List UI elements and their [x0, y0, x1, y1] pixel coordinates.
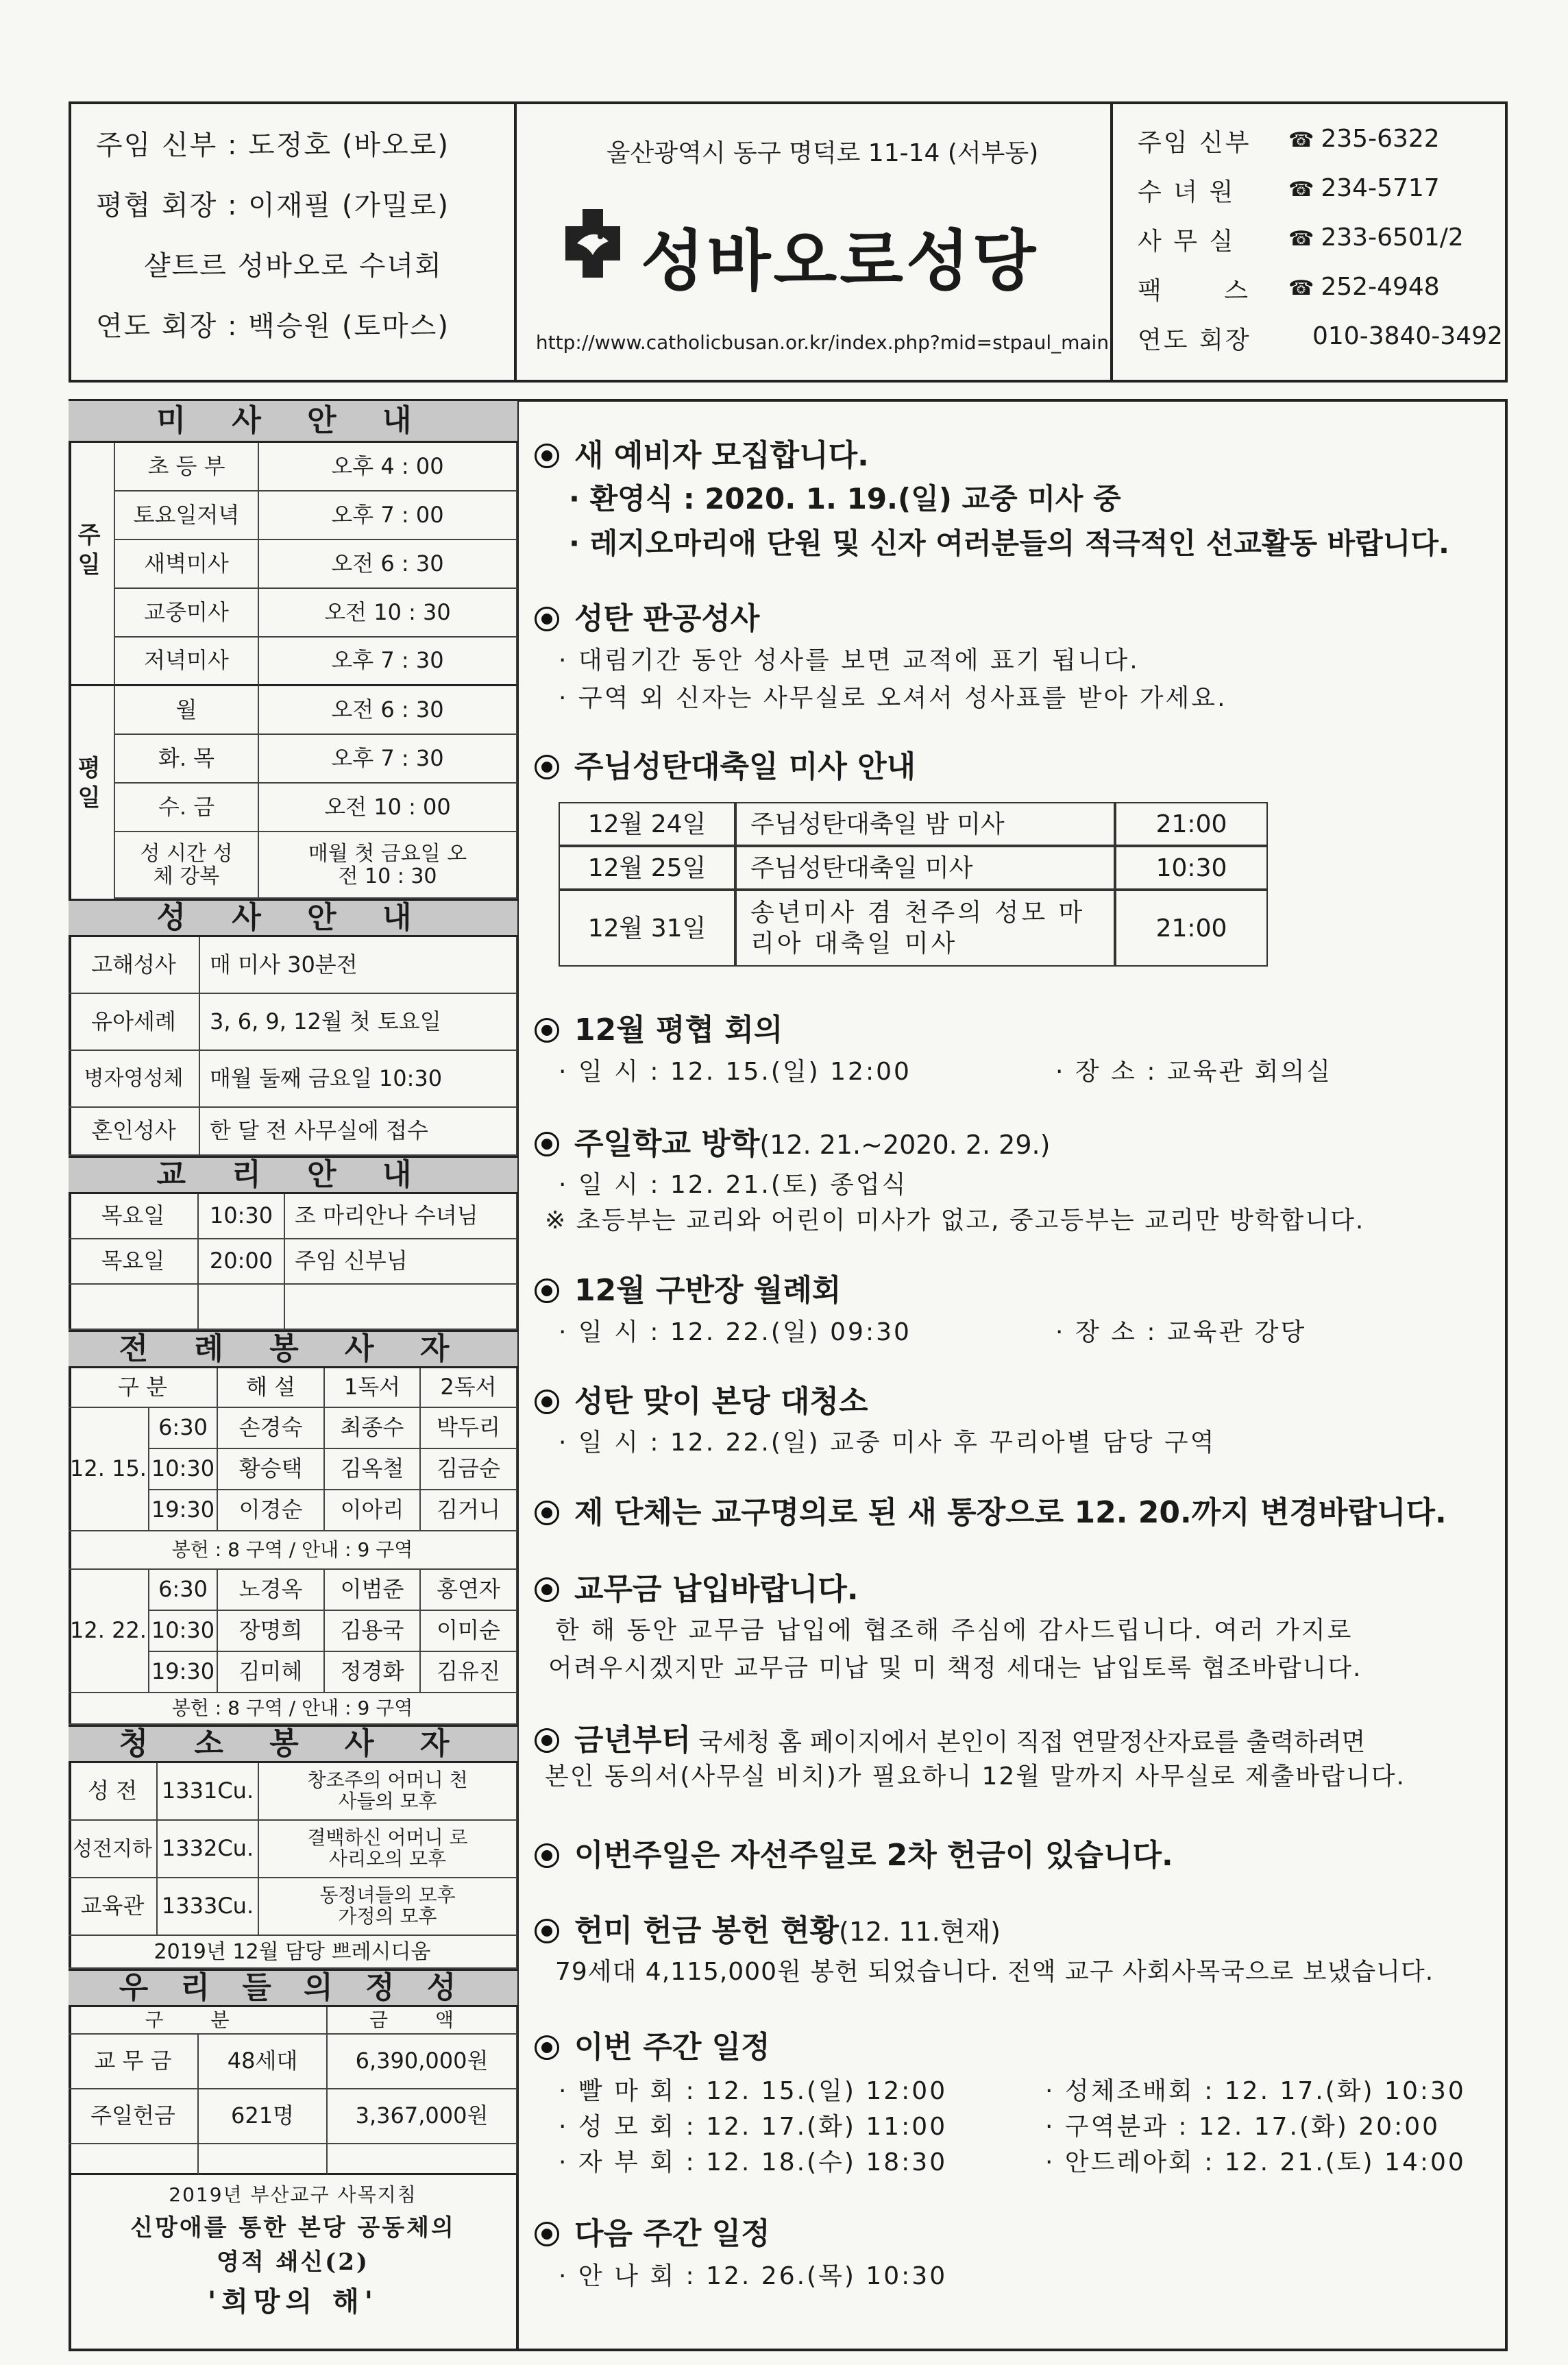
notice-line: · 일 시 : 12. 21.(토) 종업식: [559, 1171, 908, 1199]
liturgy-time: 19:30: [149, 1652, 218, 1693]
liturgy-reader-2: 김유진: [421, 1652, 517, 1693]
cleaning-note: 2019년 12월 담당 쁘레시디움: [69, 1936, 517, 1969]
offering-amount: 6,390,000원: [328, 2035, 517, 2089]
notice-line: · 레지오마리애 단원 및 신자 여러분들의 적극적인 선교활동 바랍니다.: [569, 526, 1449, 560]
liturgy-commentator: 이경순: [218, 1490, 325, 1531]
christmas-mass-date: 12월 31일: [559, 890, 735, 967]
christmas-mass-time: 21:00: [1115, 890, 1268, 967]
schedule-item: · 빨 마 회 : 12. 15.(일) 12:00: [559, 2077, 948, 2105]
weekday-label: 평일: [77, 755, 101, 812]
mass-time: 오후 7 : 30: [259, 735, 517, 784]
cleaning-team: 1333Cu.: [158, 1878, 259, 1936]
liturgy-reader-2: 박두리: [421, 1408, 517, 1449]
notice-title: 성탄 판공성사: [535, 594, 759, 638]
cleaning-names: 결백하신 어머니 로사리오의 모후: [259, 1821, 517, 1878]
doctrine-time: 20:00: [199, 1239, 285, 1285]
contact-label: 수 녀 원: [1138, 178, 1236, 206]
mass-name: 저녁미사: [115, 638, 259, 686]
notice-title: 주님성탄대축일 미사 안내: [535, 742, 916, 786]
liturgy-header: 2독서: [421, 1368, 517, 1408]
sacrament-info: 매 미사 30분전: [200, 937, 517, 994]
liturgy-reader-1: 이범준: [325, 1570, 421, 1611]
doctrine-teacher: 조 마리안나 수녀님: [285, 1194, 517, 1239]
offering-amount: 3,367,000원: [328, 2089, 517, 2144]
notice-title: 12월 구반장 월례회: [535, 1265, 841, 1309]
doctrine-time: 10:30: [199, 1194, 285, 1239]
notice-line: · 장 소 : 교육관 회의실: [1055, 1058, 1332, 1086]
notice-title: 새 예비자 모집합니다.: [535, 430, 869, 474]
notice-title: 이번주일은 자선주일로 2차 헌금이 있습니다.: [535, 1830, 1173, 1874]
bullet-icon: [535, 1390, 559, 1414]
cleaning-names: 동정녀들의 모후 가정의 모후: [259, 1878, 517, 1936]
mass-time: 오전 6 : 30: [259, 540, 517, 589]
pastor-info: 주임 신부 : 도정호 (바오로): [96, 130, 450, 161]
phone-icon: ☎: [1288, 227, 1314, 251]
liturgy-reader-2: 김금순: [421, 1449, 517, 1490]
liturgy-time: 6:30: [149, 1408, 218, 1449]
notice-line: · 구역 외 신자는 사무실로 오셔서 성사표를 받아 가세요.: [559, 684, 1227, 712]
doctrine-empty: [69, 1285, 199, 1330]
notice-line: · 일 시 : 12. 22.(일) 09:30: [559, 1318, 911, 1346]
mass-time: 오전 10 : 00: [259, 784, 517, 832]
notice-title: 성탄 맞이 본당 대청소: [535, 1376, 868, 1420]
mass-time: 오전 10 : 30: [259, 589, 517, 638]
motto-line-4: '희망의 해': [208, 2285, 378, 2318]
notice-title: 금년부터 국세청 홈 페이지에서 본인이 직접 연말정산자료를 출력하려면: [535, 1715, 1365, 1759]
notice-line: 한 해 동안 교무금 납입에 협조해 주심에 감사드립니다. 여러 가지로: [555, 1616, 1353, 1645]
sacrament-name: 병자영성체: [69, 1051, 200, 1108]
mass-name: 새벽미사: [115, 540, 259, 589]
bullet-icon: [535, 607, 559, 631]
schedule-item: · 성체조배회 : 12. 17.(화) 10:30: [1045, 2077, 1466, 2105]
offering-count: 621명: [199, 2089, 328, 2144]
mass-name: 성 시간 성체 강복: [115, 832, 259, 899]
schedule-item: · 안드레아회 : 12. 21.(토) 14:00: [1045, 2148, 1466, 2176]
liturgy-commentator: 황승택: [218, 1449, 325, 1490]
notice-line: · 일 시 : 12. 22.(일) 교중 미사 후 꾸리아별 담당 구역: [559, 1429, 1216, 1457]
contact-value: 010-3840-3492: [1312, 322, 1503, 350]
church-website-link[interactable]: http://www.catholicbusan.or.kr/index.php?mid=stpaul_main: [535, 331, 1110, 354]
mass-time: 오후 7 : 00: [259, 492, 517, 540]
mass-name: 초 등 부: [115, 443, 259, 492]
sunday-group: [69, 443, 115, 686]
church-logo-icon: [562, 206, 624, 281]
mass-name: 월: [115, 686, 259, 735]
sacrament-info: 매월 둘째 금요일 10:30: [200, 1051, 517, 1108]
christmas-mass-time: 10:30: [1115, 846, 1268, 890]
phone-icon: ☎: [1288, 178, 1314, 202]
bullet-icon: [535, 1018, 559, 1043]
liturgy-date: 12. 22.: [69, 1570, 149, 1693]
notice-line: 79세대 4,115,000원 봉헌 되었습니다. 전액 교구 사회사목국으로 보냈습니다.: [555, 1958, 1434, 1986]
liturgy-reader-1: 김용국: [325, 1611, 421, 1652]
bullet-icon: [535, 1501, 559, 1525]
offerings-header: 금 액: [328, 2007, 517, 2035]
notice-line: · 안 나 회 : 12. 26.(목) 10:30: [559, 2262, 948, 2290]
offerings-section-title: 우 리 들 의 정 성: [69, 1969, 517, 2007]
bullet-icon: [535, 1577, 559, 1602]
contact-value: ☎ 235-6322: [1288, 125, 1440, 153]
mass-time: 오후 7 : 30: [259, 638, 517, 686]
christmas-mass-date: 12월 24일: [559, 802, 735, 846]
sacrament-name: 혼인성사: [69, 1108, 200, 1156]
sunday-label: 주일: [77, 522, 101, 579]
liturgy-header: 구 분: [69, 1368, 218, 1408]
mass-time: 매월 첫 금요일 오전 10 : 30: [259, 832, 517, 899]
liturgy-commentator: 노경옥: [218, 1570, 325, 1611]
notice-line: · 일 시 : 12. 15.(일) 12:00: [559, 1058, 911, 1086]
liturgy-reader-2: 이미순: [421, 1611, 517, 1652]
liturgy-commentator: 손경숙: [218, 1408, 325, 1449]
liturgy-reader-2: 홍연자: [421, 1570, 517, 1611]
liturgy-time: 10:30: [149, 1449, 218, 1490]
bullet-icon: [535, 444, 559, 468]
schedule-item: · 구역분과 : 12. 17.(화) 20:00: [1045, 2113, 1441, 2141]
bullet-icon: [535, 1132, 559, 1156]
liturgy-commentator: 김미혜: [218, 1652, 325, 1693]
mass-section-title: 미 사 안 내: [69, 399, 517, 443]
schedule-item: · 자 부 회 : 12. 18.(수) 18:30: [559, 2148, 948, 2176]
liturgy-header: 해 설: [218, 1368, 325, 1408]
liturgy-date: 12. 15.: [69, 1408, 149, 1531]
doctrine-section-title: 교 리 안 내: [69, 1156, 517, 1194]
contact-value: ☎ 233-6501/2: [1288, 223, 1464, 252]
notice-title: 주일학교 방학(12. 21.~2020. 2. 29.): [535, 1119, 1050, 1163]
church-address: 울산광역시 동구 명덕로 11-14 (서부동): [606, 139, 1039, 167]
bullet-icon: [535, 1728, 559, 1753]
bullet-icon: [535, 1919, 559, 1943]
mass-name: 화. 목: [115, 735, 259, 784]
liturgy-commentator: 장명희: [218, 1611, 325, 1652]
notice-title: 헌미 헌금 봉헌 현황(12. 11.현재): [535, 1906, 1001, 1950]
offerings-header: 구 분: [69, 2007, 328, 2035]
liturgy-reader-1: 김옥철: [325, 1449, 421, 1490]
contact-label: 연도 회장: [1138, 326, 1251, 354]
bullet-icon: [535, 2035, 559, 2060]
contact-label: 팩 스: [1138, 277, 1275, 305]
liturgy-section-title: 전 례 봉 사 자: [69, 1330, 517, 1368]
bullet-icon: [535, 755, 559, 779]
motto-line-2: 신망애를 통한 본당 공동체의: [130, 2214, 456, 2242]
cleaning-names: 창조주의 어머니 천사들의 모후: [259, 1763, 517, 1821]
mass-name: 토요일저녁: [115, 492, 259, 540]
notice-line: · 환영식 : 2020. 1. 19.(일) 교중 미사 중: [569, 482, 1121, 516]
phone-icon: ☎: [1288, 276, 1314, 300]
liturgy-time: 19:30: [149, 1490, 218, 1531]
doctrine-empty: [199, 1285, 285, 1330]
header-divider-1: [514, 101, 517, 383]
offering-empty: [199, 2144, 328, 2175]
contact-value: ☎ 234-5717: [1288, 174, 1440, 202]
christmas-mass-name: 주님성탄대축일 미사: [735, 846, 1115, 890]
notice-line: ※ 초등부는 교리와 어린이 미사가 없고, 중고등부는 교리만 방학합니다.: [545, 1206, 1365, 1235]
sacrament-info: 3, 6, 9, 12월 첫 토요일: [200, 994, 517, 1051]
cleaning-place: 교육관: [69, 1878, 158, 1936]
motto-line-1: 2019년 부산교구 사목지침: [169, 2183, 417, 2206]
mass-time: 오전 6 : 30: [259, 686, 517, 735]
notice-title: 교무금 납입바랍니다.: [535, 1564, 859, 1608]
mass-name: 교중미사: [115, 589, 259, 638]
liturgy-time: 6:30: [149, 1570, 218, 1611]
liturgy-reader-1: 최종수: [325, 1408, 421, 1449]
liturgy-note: 봉헌 : 8 구역 / 안내 : 9 구역: [69, 1693, 517, 1725]
bullet-icon: [535, 1278, 559, 1303]
christmas-mass-time: 21:00: [1115, 802, 1268, 846]
mass-name: 수. 금: [115, 784, 259, 832]
phone-icon: ☎: [1288, 128, 1314, 152]
liturgy-time: 10:30: [149, 1611, 218, 1652]
doctrine-day: 목요일: [69, 1194, 199, 1239]
liturgy-reader-2: 김거니: [421, 1490, 517, 1531]
cleaning-place: 성 전: [69, 1763, 158, 1821]
christmas-mass-date: 12월 25일: [559, 846, 735, 890]
doctrine-teacher: 주임 신부님: [285, 1239, 517, 1285]
bullet-icon: [535, 1843, 559, 1868]
contact-label: 주임 신부: [1138, 129, 1251, 157]
doctrine-empty: [285, 1285, 517, 1330]
contact-label: 사 무 실: [1138, 228, 1236, 256]
liturgy-reader-1: 이아리: [325, 1490, 421, 1531]
notice-title: 이번 주간 일정: [535, 2022, 770, 2066]
motto-line-3: 영적 쇄신(2): [216, 2248, 370, 2276]
schedule-item: · 성 모 회 : 12. 17.(화) 11:00: [559, 2113, 948, 2141]
liturgy-note: 봉헌 : 8 구역 / 안내 : 9 구역: [69, 1531, 517, 1570]
notice-line: 어려우시겠지만 교무금 미납 및 미 책정 세대는 납입토록 협조바랍니다.: [548, 1654, 1362, 1682]
offering-name: 교 무 금: [69, 2035, 199, 2089]
sisters-info: 샬트르 성바오로 수녀회: [144, 250, 443, 282]
cleaning-team: 1331Cu.: [158, 1763, 259, 1821]
contact-value: ☎ 252-4948: [1288, 273, 1440, 301]
cleaning-team: 1332Cu.: [158, 1821, 259, 1878]
mass-time: 오후 4 : 00: [259, 443, 517, 492]
notice-line: · 장 소 : 교육관 강당: [1055, 1318, 1307, 1346]
christmas-mass-name: 송년미사 겸 천주의 성모 마리아 대축일 미사: [735, 890, 1115, 967]
church-name: 성바오로성당: [641, 223, 1039, 300]
notice-title: 제 단체는 교구명의로 된 새 통장으로 12. 20.까지 변경바랍니다.: [535, 1488, 1447, 1531]
notice-title: 12월 평협 회의: [535, 1005, 783, 1049]
offering-empty: [328, 2144, 517, 2175]
council-president-info: 평협 회장 : 이재필 (가밀로): [96, 190, 450, 221]
notice-line: 본인 동의서(사무실 비치)가 필요하니 12월 말까지 사무실로 제출바랍니다.: [545, 1762, 1406, 1791]
sacrament-info: 한 달 전 사무실에 접수: [200, 1108, 517, 1156]
sacraments-section-title: 성 사 안 내: [69, 899, 517, 937]
bullet-icon: [535, 2222, 559, 2246]
weekday-group: [69, 686, 115, 899]
offering-count: 48세대: [199, 2035, 328, 2089]
cleaning-place: 성전지하: [69, 1821, 158, 1878]
doctrine-day: 목요일: [69, 1239, 199, 1285]
cleaning-section-title: 청 소 봉 사 자: [69, 1725, 517, 1763]
sacrament-name: 유아세례: [69, 994, 200, 1051]
sacrament-name: 고해성사: [69, 937, 200, 994]
notice-title: 다음 주간 일정: [535, 2209, 770, 2253]
offering-name: 주일헌금: [69, 2089, 199, 2144]
liturgy-reader-1: 정경화: [325, 1652, 421, 1693]
notice-line: · 대림기간 동안 성사를 보면 교적에 표기 됩니다.: [559, 646, 1140, 675]
christmas-mass-name: 주님성탄대축일 밤 미사: [735, 802, 1115, 846]
offering-empty: [69, 2144, 199, 2175]
memorial-president-info: 연도 회장 : 백승원 (토마스): [96, 311, 450, 342]
liturgy-header: 1독서: [325, 1368, 421, 1408]
